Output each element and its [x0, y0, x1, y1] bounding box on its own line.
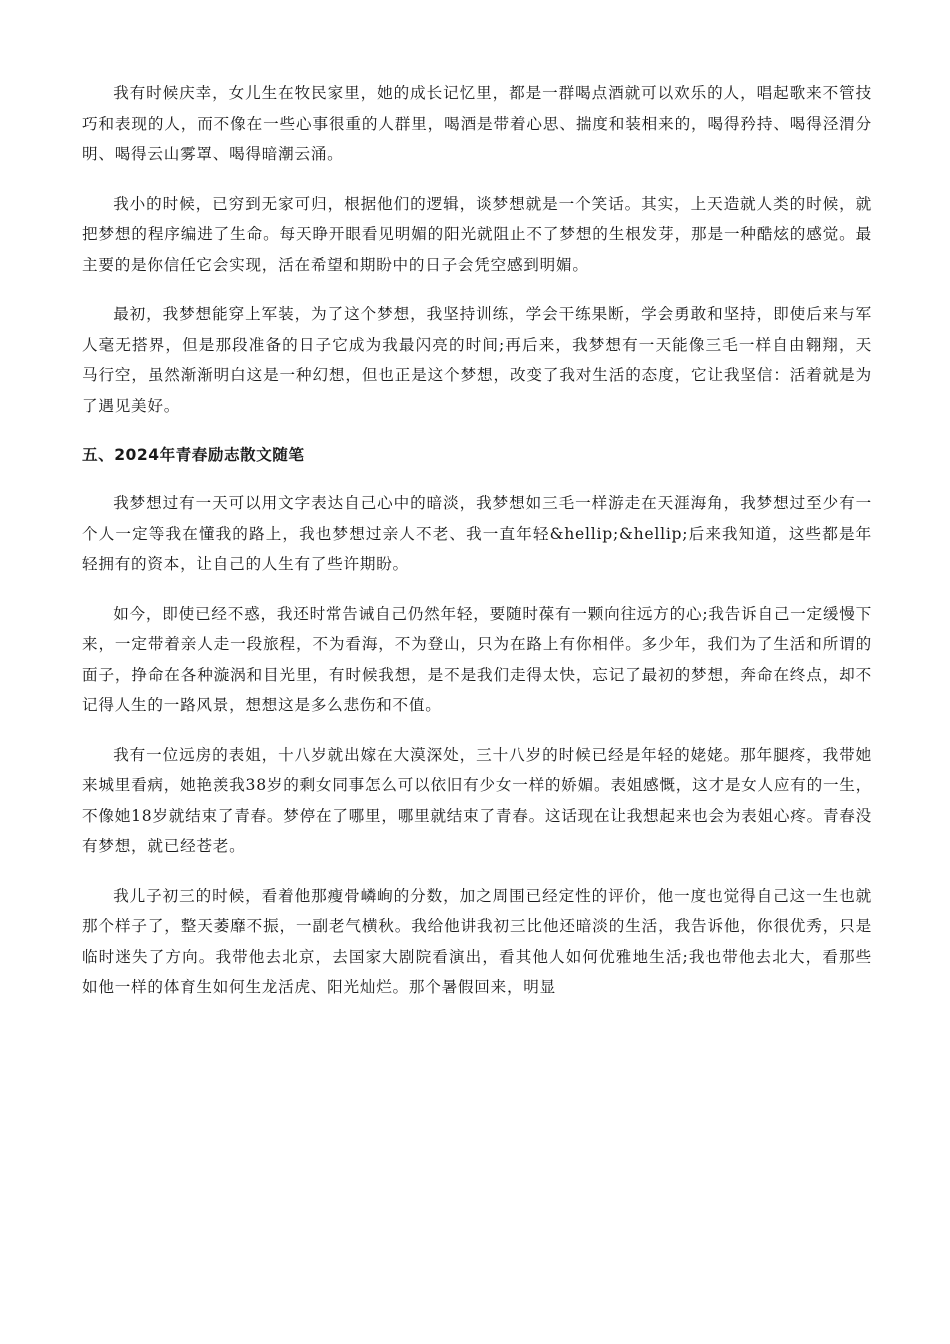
- section-heading: 五、2024年青春励志散文随笔: [82, 446, 305, 464]
- paragraph-cousin: 我有一位远房的表姐，十八岁就出嫁在大漠深处，三十八岁的时候已经是年轻的姥姥。那年腿疼，我带她来城里看病，她艳羡我38岁的剩女同事怎么可以依旧有少女一样的娇媚。表姐感慨，这才是女人应有的一生，不像她18岁就结束了青春。梦停在了哪里，哪里就结束了青春。这话现在让我想起来也会为表姐心疼。青春没有梦想，就已经苍老。: [82, 745, 872, 855]
- paragraph-son: 我儿子初三的时候，看着他那瘦骨嶙峋的分数，加之周围已经定性的评价，他一度也觉得自己这一生也就那个样子了，整天萎靡不振，一副老气横秋。我给他讲我初三比他还暗淡的生活，我告诉他，你很优秀，只是临时迷失了方向。我带他去北京，去国家大剧院看演出，看其他人如何优雅地生活;我也带他去北大，看那些如他一样的体育生如何生龙活虎、阳光灿烂。那个暑假回来，明显: [82, 886, 872, 996]
- paragraph-not-confused: 如今，即使已经不惑，我还时常告诫自己仍然年轻，要随时葆有一颗向往远方的心;我告诉自己一定缓慢下来，一定带着亲人走一段旅程，不为看海，不为登山，只为在路上有你相伴。多少年，我们为了生活和所谓的面子，挣命在各种漩涡和目光里，有时候我想，是不是我们走得太快，忘记了最初的梦想，奔命在终点，却不记得人生的一路风景，想想这是多么悲伤和不值。: [82, 604, 872, 714]
- document-page: [82, 78, 872, 1022]
- paragraph-military-dream: 最初，我梦想能穿上军装，为了这个梦想，我坚持训练，学会干练果断，学会勇敢和坚持，即使后来与军人毫无搭界，但是那段准备的日子它成为我最闪亮的时间;再后来，我梦想有一天能像三毛一样自由翱翔，天马行空，虽然渐渐明白这是一种幻想，但也正是这个梦想，改变了我对生活的态度，它让我坚信：活着就是为了遇见美好。: [82, 305, 872, 415]
- paragraph-writing-dream: 我梦想过有一天可以用文字表达自己心中的暗淡，我梦想如三毛一样游走在天涯海角，我梦想过至少有一个人一定等我在懂我的路上，我也梦想过亲人不老、我一直年轻&hellip;&hellip;后来我知道，这些都是年轻拥有的资本，让自己的人生有了些许期盼。: [82, 494, 872, 573]
- paragraph-childhood-dreams: 我小的时候，已穷到无家可归，根据他们的逻辑，谈梦想就是一个笑话。其实，上天造就人类的时候，就把梦想的程序编进了生命。每天睁开眼看见明媚的阳光就阻止不了梦想的生根发芽，那是一种酷炫的感觉。最主要的是你信任它会实现，活在希望和期盼中的日子会凭空感到明媚。: [82, 194, 872, 274]
- paragraph-daughter-herders: 我有时候庆幸，女儿生在牧民家里，她的成长记忆里，都是一群喝点酒就可以欢乐的人，唱起歌来不管技巧和表现的人，而不像在一些心事很重的人群里，喝酒是带着心思、揣度和装相来的，喝得矜持、喝得泾渭分明、喝得云山雾罩、喝得暗潮云涌。: [82, 84, 872, 163]
